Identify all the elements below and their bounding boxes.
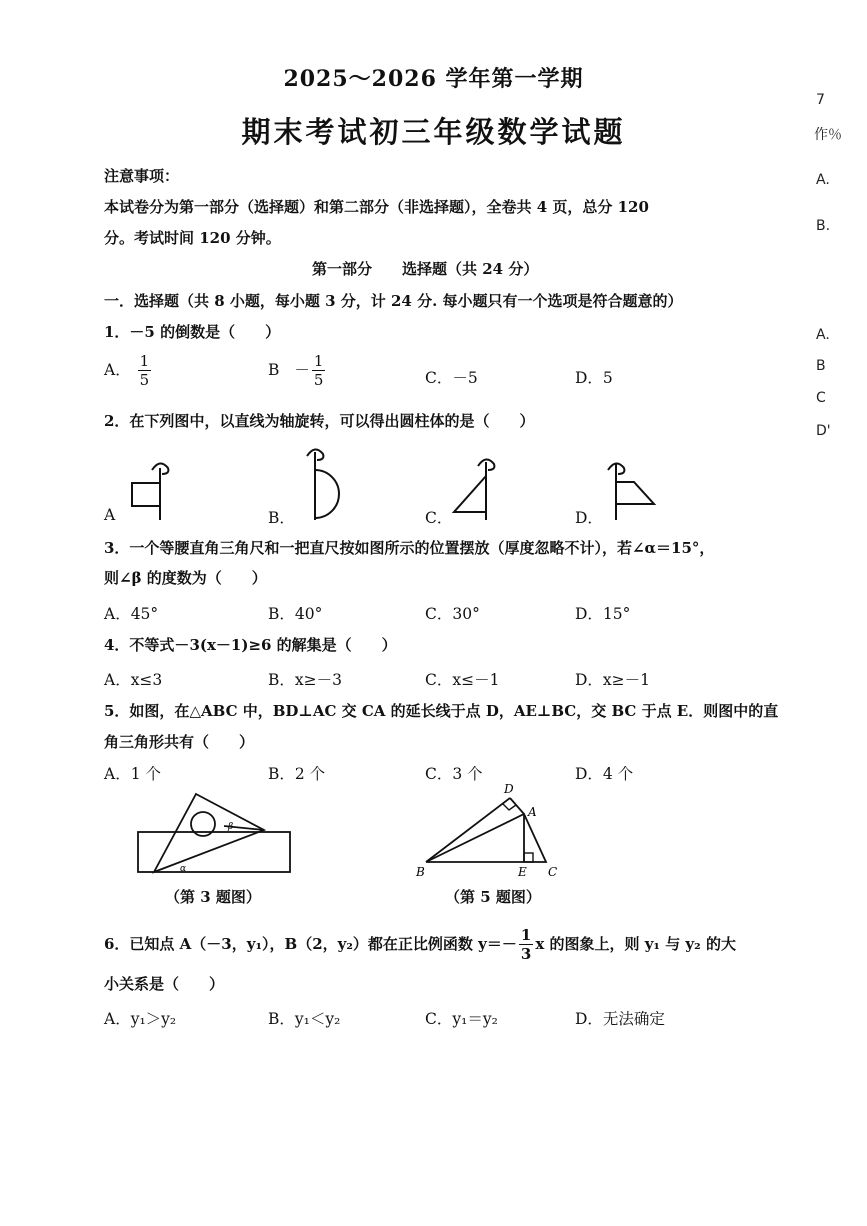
q4-option-b: B．x≥－3 (268, 671, 342, 689)
margin-fragment: C (816, 390, 826, 406)
q3-option-c: C．30° (425, 605, 480, 623)
figure-5-caption: （第 5 题图） (445, 888, 541, 906)
margin-fragment: B. (816, 218, 831, 234)
exam-title: 期末考试初三年级数学试题 (241, 115, 626, 149)
q6-option-b: B．y₁＜y₂ (268, 1010, 341, 1028)
notice-line-1: 本试卷分为第一部分（选择题）和第二部分（非选择题），全卷共 4 页，总分 120 (104, 198, 649, 216)
q6-frac-den: 3 (520, 945, 532, 963)
q5-option-c: C．3 个 (425, 765, 483, 783)
q6-fraction (519, 928, 533, 962)
q1-option-b (268, 354, 327, 388)
q4-option-d: D．x≥－1 (575, 671, 651, 689)
q3-stem-1: 3．一个等腰直角三角尺和一把直尺按如图所示的位置摆放（厚度忽略不计），若∠α＝15°， (104, 539, 715, 557)
q6-option-d: D．无法确定 (575, 1010, 665, 1028)
q4-option-a: A．x≤3 (104, 671, 163, 689)
q1-b-label: B (268, 361, 280, 379)
q6-frac-num: 1 (520, 926, 532, 944)
q1-a-label: A． (104, 361, 131, 379)
notice-line-2: 分。考试时间 120 分钟。 (104, 229, 281, 247)
figure-5-point-c: C (548, 865, 558, 879)
q5-option-d: D．4 个 (575, 765, 634, 783)
figure-3-caption: （第 3 题图） (165, 888, 261, 906)
q4-stem: 4．不等式－3(x－1)≥6 的解集是（ ） (104, 636, 397, 654)
q3-option-b: B．40° (268, 605, 323, 623)
margin-fragment: B (816, 358, 826, 374)
margin-fragment: 作％ (814, 127, 842, 143)
figure-3-ruler (138, 832, 290, 872)
figure-5-point-a: A (528, 805, 537, 819)
figure-5-point-d: D (504, 782, 514, 796)
q1-b-fraction (312, 354, 326, 388)
figure-3-triangle (154, 794, 264, 872)
q5-option-a: A．1 个 (104, 765, 161, 783)
q6-option-c: C．y₁＝y₂ (425, 1010, 498, 1028)
q2-option-d: D． (575, 509, 603, 527)
q6-stem-2: 小关系是（ ） (104, 975, 225, 993)
q2-figures (100, 440, 700, 535)
q1-b-denominator: 5 (313, 371, 324, 389)
q2-option-c: C． (425, 509, 453, 527)
q1-a-numerator: 1 (139, 352, 150, 370)
q1-stem: 1．－5 的倒数是（ ） (104, 323, 281, 341)
margin-fragment: 7 (816, 92, 825, 108)
section-heading: 一．选择题（共 8 小题，每小题 3 分，计 24 分. 每小题只有一个选项是符合题意的） (104, 292, 683, 310)
q6-stem-1 (104, 928, 736, 962)
q1-a-fraction (138, 354, 152, 388)
notice-heading: 注意事项： (104, 167, 180, 185)
q5-stem-1: 5．如图，在△ABC 中，BD⊥AC 交 CA 的延长线于点 D，AE⊥BC，交 BC 于点 E．则图中的直 (104, 702, 779, 720)
figure-5-point-b: B (416, 865, 425, 879)
margin-fragment: A. (816, 327, 830, 343)
q3-option-a: A．45° (104, 605, 159, 623)
figure-5 (410, 778, 570, 882)
figure-3-beta: β (228, 822, 234, 832)
margin-fragment: D' (816, 423, 831, 439)
q6-option-a: A．y₁＞y₂ (104, 1010, 177, 1028)
figure-5-segment-bd (426, 798, 510, 862)
exam-title-year: 2025～2026 学年第一学期 (283, 66, 584, 92)
q6-stem-pre: 6．已知点 A（－3，y₁），B（2，y₂）都在正比例函数 y＝－ (104, 935, 517, 953)
q1-option-a (104, 354, 153, 388)
q2-option-b: B． (268, 509, 295, 527)
margin-fragment: A. (816, 172, 830, 188)
q4-option-c: C．x≤－1 (425, 671, 500, 689)
q1-option-c: C．－5 (425, 369, 478, 387)
q3-option-d: D．15° (575, 605, 631, 623)
q2-option-a: A (104, 506, 116, 524)
q5-stem-2: 角三角形共有（ ） (104, 733, 255, 751)
figure-5-triangle-abc (426, 814, 546, 862)
figure-3-alpha: α (180, 864, 187, 874)
part1-heading: 第一部分 选择题（共 24 分） (312, 260, 539, 278)
q6-stem-post: x 的图象上，则 y₁ 与 y₂ 的大 (535, 935, 736, 953)
q1-b-numerator: 1 (313, 352, 324, 370)
figure-5-point-e: E (518, 865, 527, 879)
q5-option-b: B．2 个 (268, 765, 326, 783)
q3-stem-2: 则∠β 的度数为（ ） (104, 569, 267, 587)
q2-stem: 2．在下列图中，以直线为轴旋转，可以得出圆柱体的是（ ） (104, 412, 535, 430)
q1-b-sign: － (294, 361, 310, 379)
q1-option-d: D．5 (575, 369, 613, 387)
figure-3 (130, 788, 300, 884)
q1-a-denominator: 5 (139, 371, 150, 389)
